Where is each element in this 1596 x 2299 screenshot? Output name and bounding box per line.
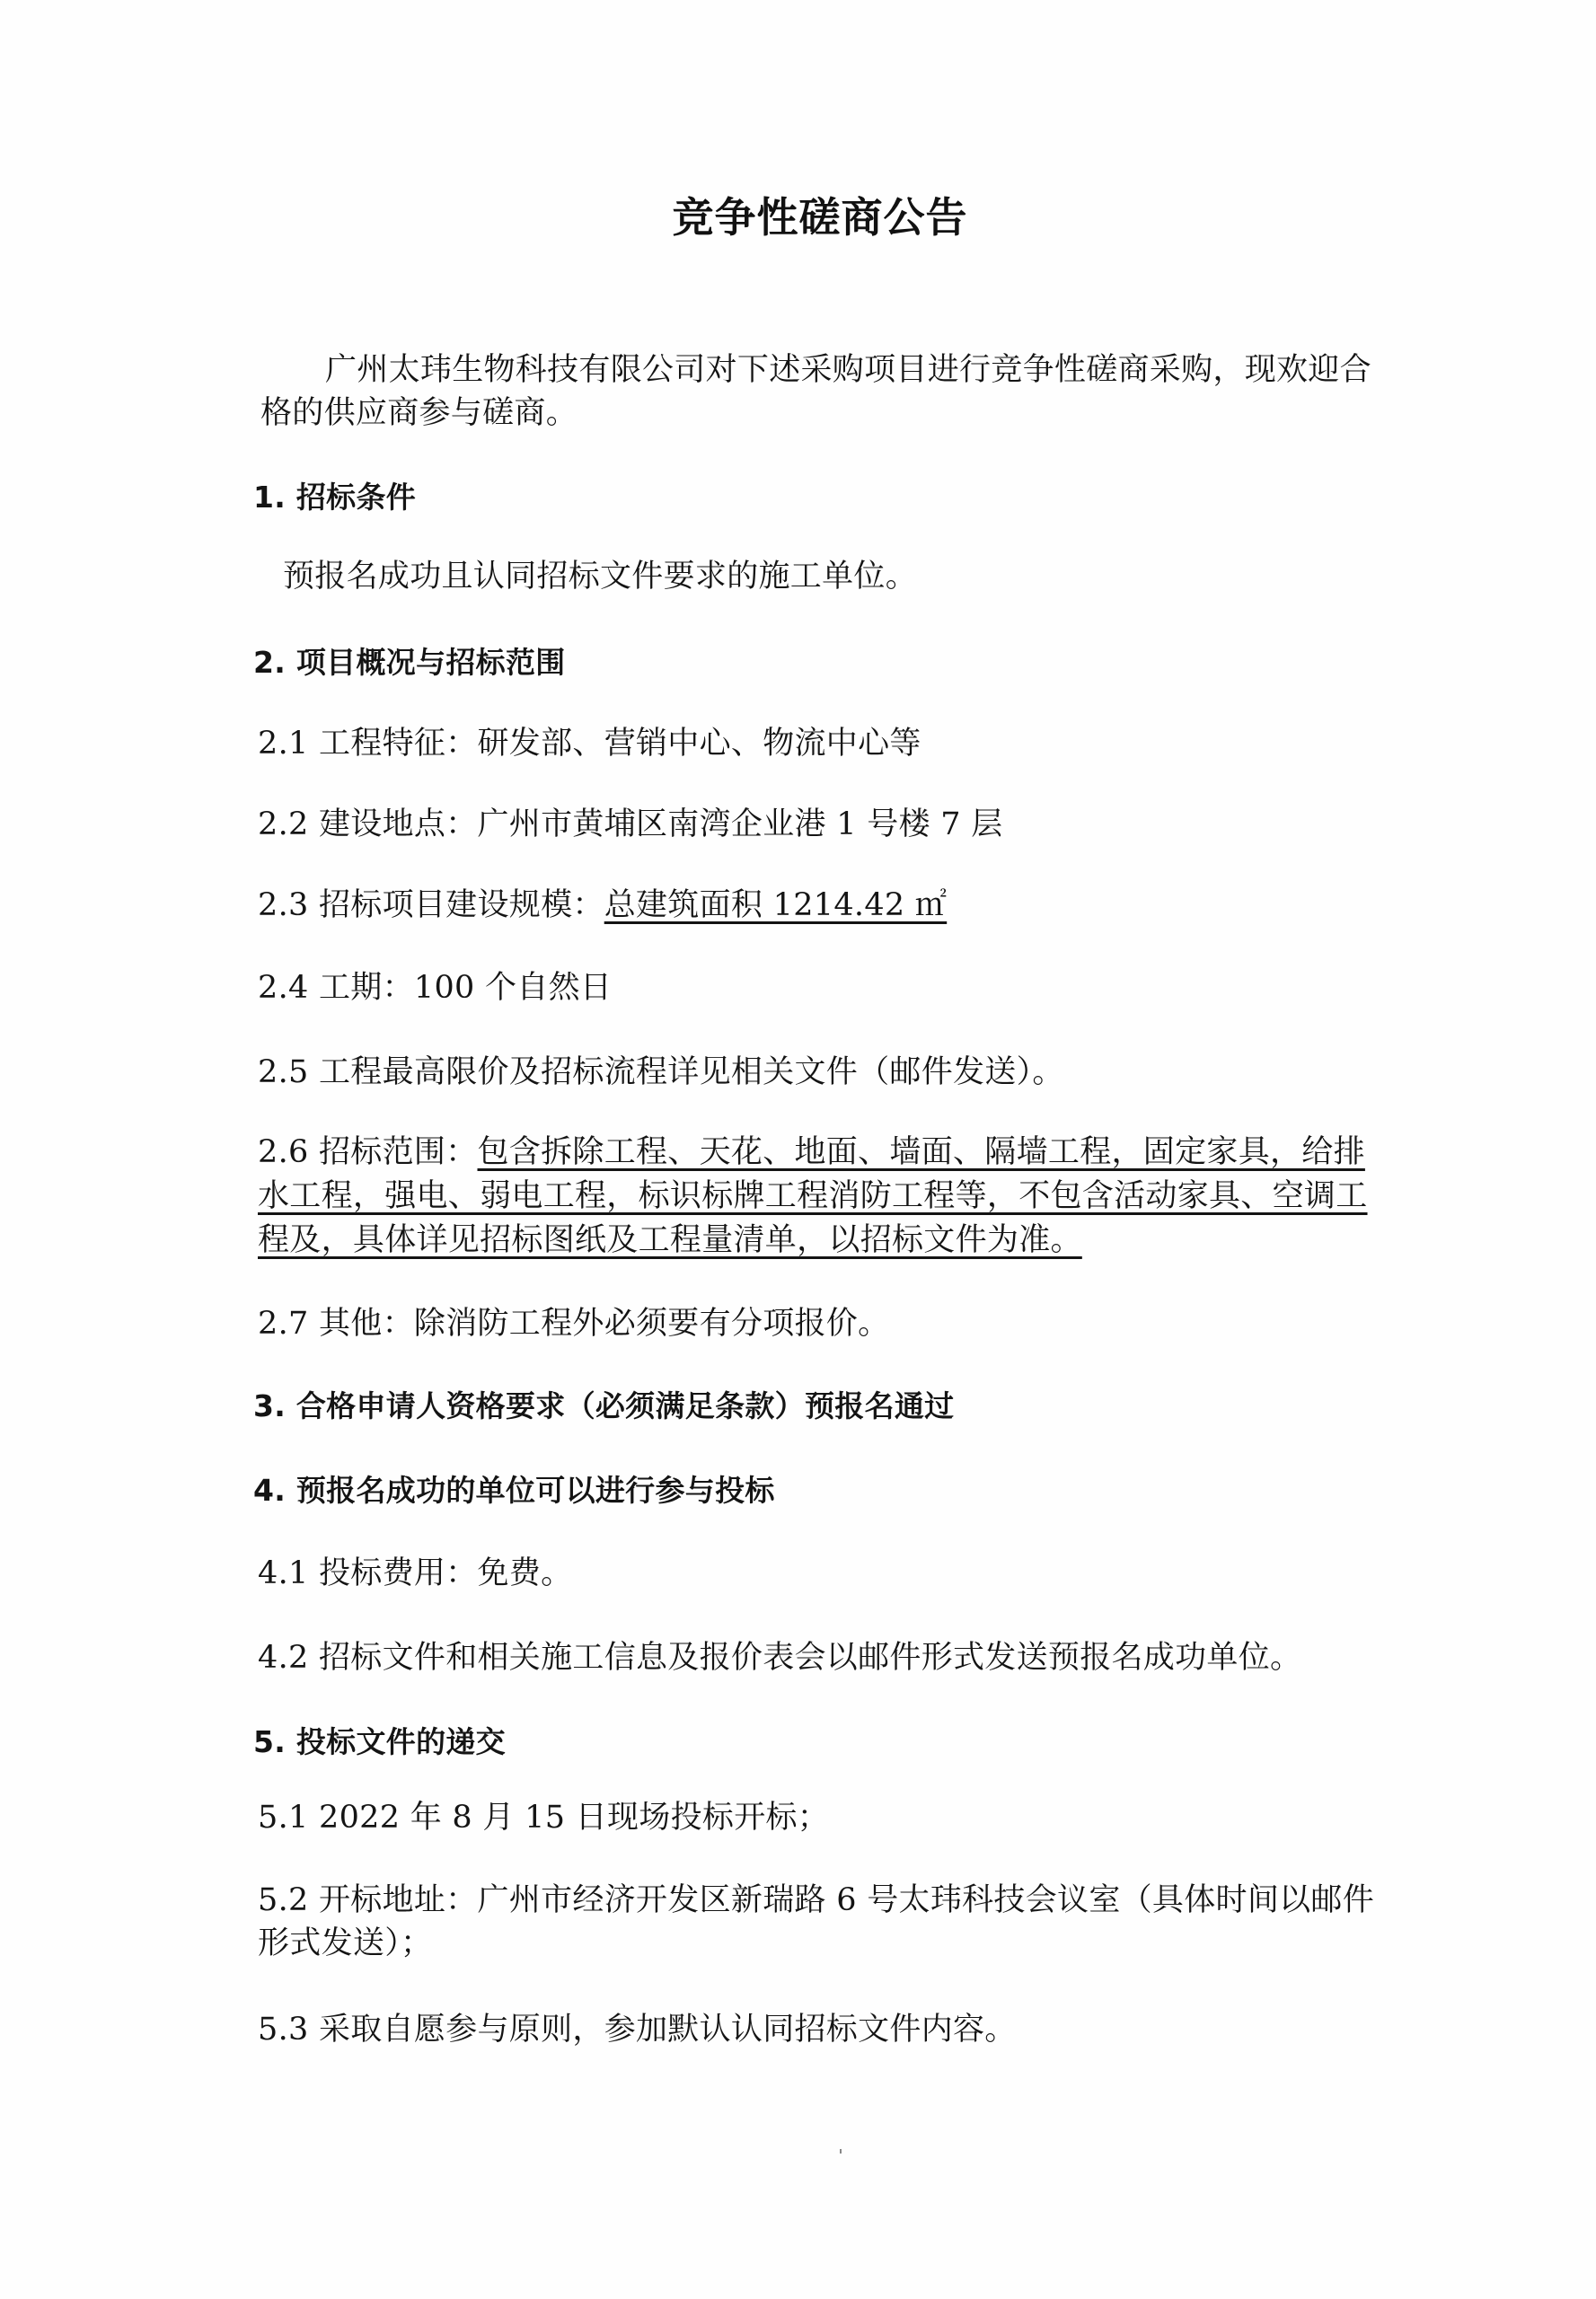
item-5-3-value: 采取自愿参与原则，参加默认认同招标文件内容。 — [319, 2012, 1017, 2048]
item-5-1 — [258, 1796, 1389, 1839]
item-2-1-label: 2.1 工程特征： — [258, 726, 478, 762]
item-2-4-label: 2.4 工期： — [258, 970, 414, 1006]
item-2-7 — [258, 1302, 1389, 1345]
item-2-2-label: 2.2 建设地点： — [258, 806, 478, 842]
item-5-1-label: 5.1 — [258, 1800, 319, 1836]
section-2-heading: 2. 项目概况与招标范围 — [253, 645, 566, 680]
item-2-3 — [258, 884, 1389, 927]
item-2-2-value: 广州市黄埔区南湾企业港 1 号楼 7 层 — [477, 806, 1003, 842]
item-4-2-value: 招标文件和相关施工信息及报价表会以邮件形式发送预报名成功单位。 — [319, 1640, 1302, 1676]
item-2-1 — [258, 722, 1389, 765]
item-2-5 — [258, 1051, 1389, 1094]
item-5-2 — [258, 1879, 1389, 1965]
item-2-6-value: 包含拆除工程、天花、地面、墙面、隔墙工程，固定家具，给排水工程，强电、弱电工程，标识标牌工程消防工程等，不包含活动家具、空调工程及，具体详见招标图纸及工程量清单，以招标文件为准。 — [258, 1134, 1368, 1258]
item-2-4 — [258, 966, 1389, 1009]
document-title: 竞争性磋商公告 — [672, 193, 968, 242]
item-5-3-label: 5.3 — [258, 2012, 319, 2048]
item-5-2-label: 5.2 开标地址： — [258, 1882, 478, 1918]
item-2-6 — [258, 1131, 1391, 1263]
section-1-heading: 1. 招标条件 — [253, 480, 417, 515]
item-2-1-value: 研发部、营销中心、物流中心等 — [477, 726, 921, 762]
item-5-2-value: 广州市经济开发区新瑞路 6 号太玮科技会议室（具体时间以邮件形式发送）； — [258, 1882, 1375, 1961]
section-1-text: 预报名成功且认同招标文件要求的施工单位。 — [283, 559, 918, 595]
item-2-7-value: 除消防工程外必须要有分项报价。 — [413, 1306, 890, 1342]
item-4-1 — [258, 1552, 1389, 1595]
item-5-1-value: 2022 年 8 月 15 日现场投标开标； — [319, 1800, 830, 1836]
item-2-2 — [258, 803, 1389, 846]
section-5-heading: 5. 投标文件的递交 — [253, 1724, 506, 1759]
item-2-5-value: 工程最高限价及招标流程详见相关文件（邮件发送）。 — [319, 1054, 1064, 1090]
intro-paragraph: 广州太玮生物科技有限公司对下述采购项目进行竞争性磋商采购，现欢迎合格的供应商参与磋商。 — [260, 352, 1371, 431]
item-2-3-label: 2.3 招标项目建设规模： — [258, 887, 604, 923]
item-4-2-label: 4.2 — [258, 1640, 319, 1676]
item-5-3 — [258, 2008, 1389, 2051]
section-3-heading: 3. 合格申请人资格要求（必须满足条款）预报名通过 — [253, 1388, 955, 1423]
item-2-6-label: 2.6 招标范围： — [258, 1134, 478, 1170]
item-4-1-label: 4.1 投标费用： — [258, 1555, 478, 1591]
item-2-4-value: 100 个自然日 — [413, 970, 613, 1006]
scan-speck — [840, 2149, 842, 2154]
item-2-7-label: 2.7 其他： — [258, 1306, 414, 1342]
item-4-2 — [258, 1636, 1389, 1679]
section-4-heading: 4. 预报名成功的单位可以进行参与投标 — [253, 1473, 775, 1508]
item-4-1-value: 免费。 — [477, 1555, 573, 1591]
item-2-5-label: 2.5 — [258, 1054, 319, 1090]
item-2-3-value: 总建筑面积 1214.42 ㎡ — [604, 887, 948, 923]
